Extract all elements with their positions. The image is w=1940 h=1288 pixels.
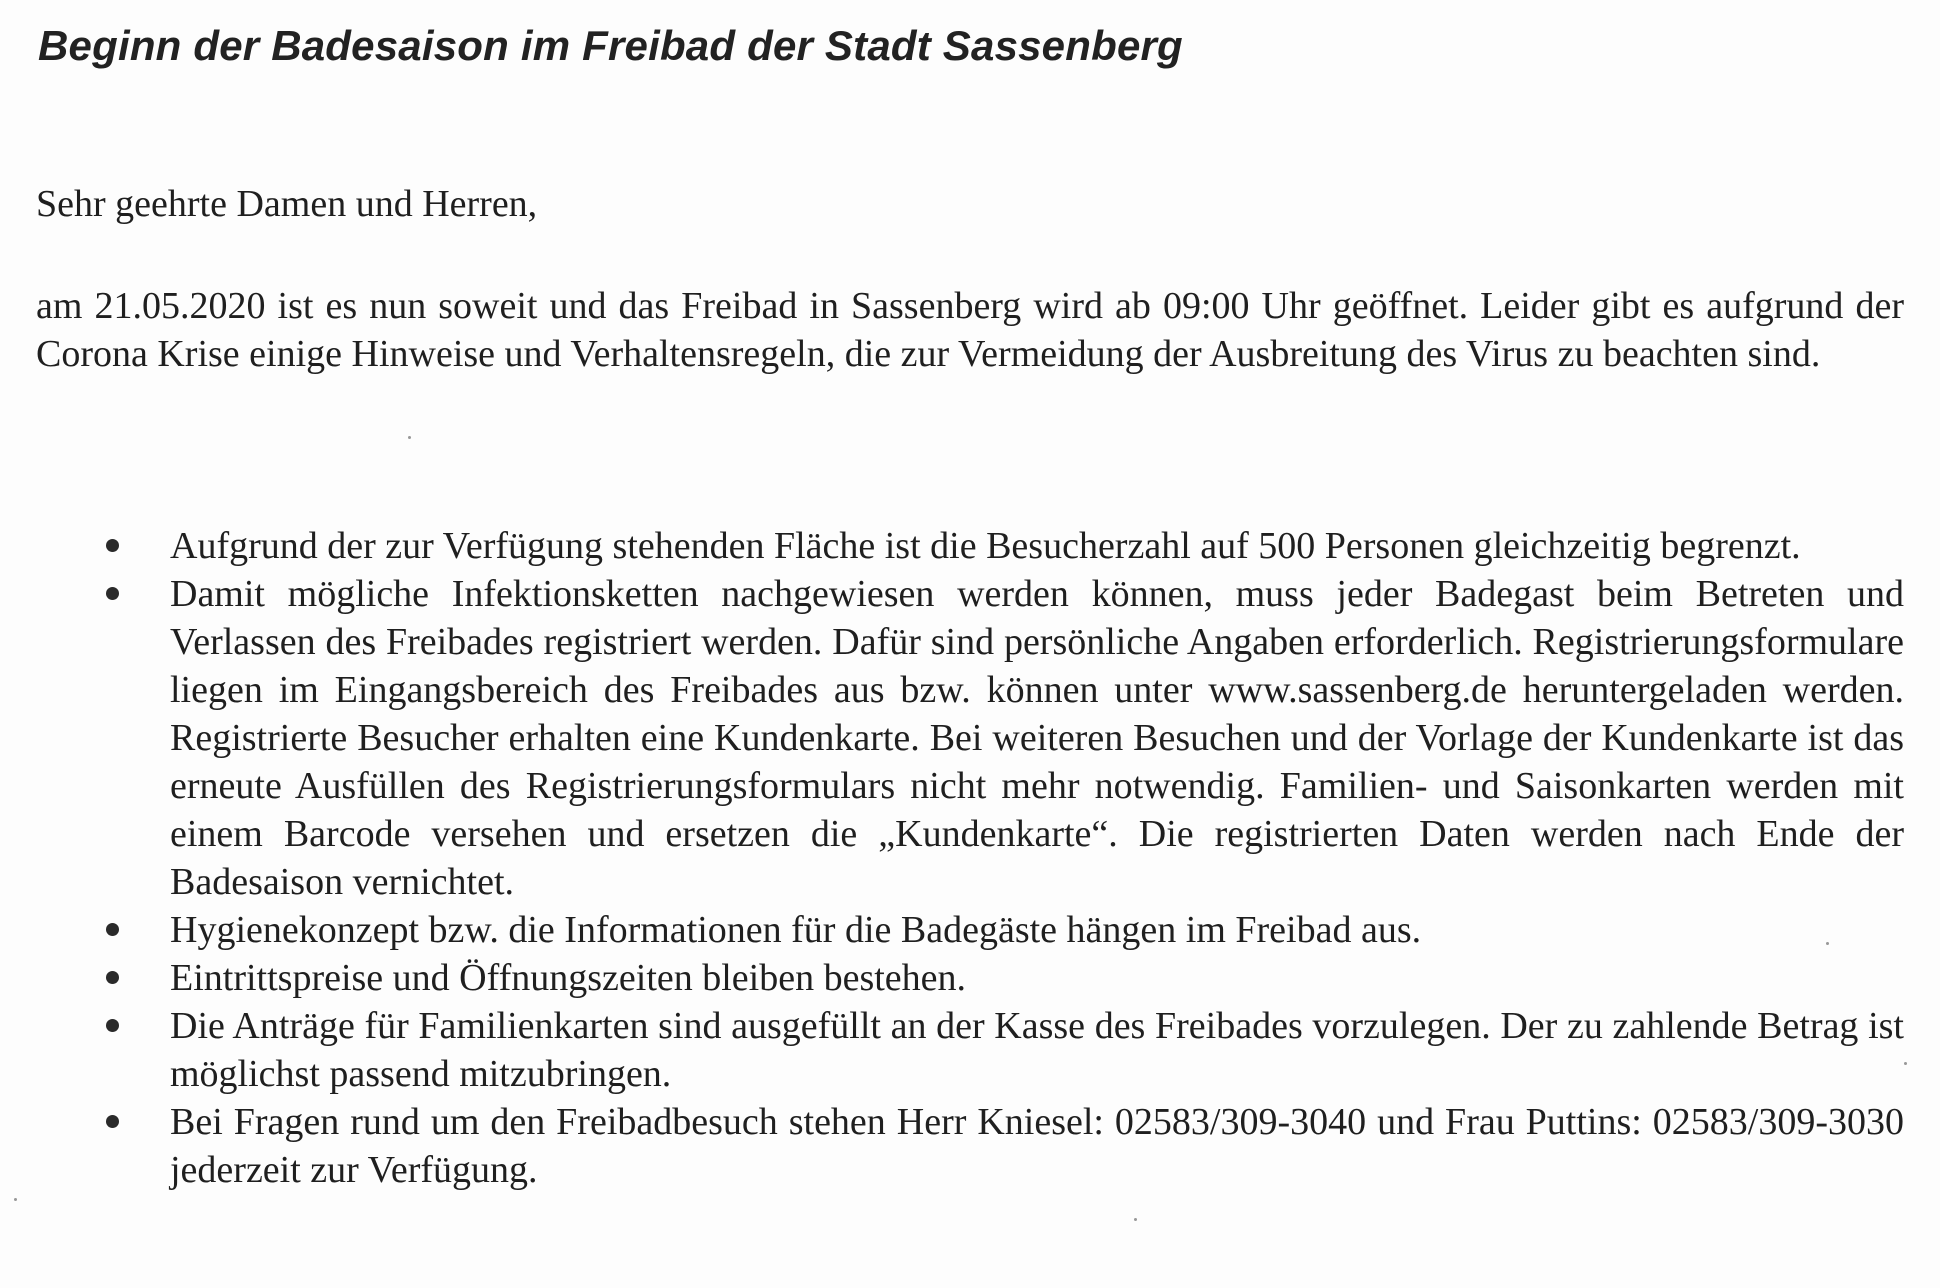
list-item-text: Damit mögliche Infektionsketten nachgewiesen werden können, muss jeder Badegast beim Betreten und Verlassen des Freibades registriert werden. Dafür sind persönliche Angaben erforderlich. Registrierungsformulare liegen im Eingangsbereich des Freibades aus bzw. können unter www.sassenberg.de heruntergeladen werden. Registrierte Besucher erhalten eine Kundenkarte. Bei weiteren Besuchen und der Vorlage der Kundenkarte ist das erneute Ausfüllen des Registrierungsformulars nicht mehr notwendig. Familien- und Saisonkarten werden mit einem Barcode versehen und ersetzen die „Kundenkarte“. Die registrierten Daten werden nach Ende der Badesaison vernichtet. [170, 573, 1904, 903]
list-item-text: Aufgrund der zur Verfügung stehenden Fläche ist die Besucherzahl auf 500 Personen gleichzeitig begrenzt. [170, 525, 1801, 567]
list-item-text: Eintrittspreise und Öffnungszeiten bleiben bestehen. [170, 957, 967, 999]
scan-speck [14, 1198, 17, 1201]
list-item [36, 1098, 1904, 1194]
scan-speck [1134, 1218, 1137, 1221]
intro-paragraph: am 21.05.2020 ist es nun soweit und das Freibad in Sassenberg wird ab 09:00 Uhr geöffnet. Leider gibt es aufgrund der Corona Krise einige Hinweise und Verhaltensregeln, die zur Vermeidung der Ausbreitung des Virus zu beachten sind. [36, 285, 1904, 375]
list-item [36, 1002, 1904, 1098]
bullet-icon [106, 1019, 119, 1032]
bullet-icon [106, 971, 119, 984]
list-item-text: Die Anträge für Familienkarten sind ausgefüllt an der Kasse des Freibades vorzulegen. Der zu zahlende Betrag ist möglichst passend mitzubringen. [170, 1005, 1904, 1095]
bullet-list [36, 522, 1904, 1194]
list-item-text: Hygienekonzept bzw. die Informationen für die Badegäste hängen im Freibad aus. [170, 909, 1422, 951]
salutation: Sehr geehrte Damen und Herren, [36, 183, 538, 225]
scan-speck [1904, 1062, 1907, 1065]
list-item [36, 954, 1904, 1002]
bullet-icon [106, 923, 119, 936]
bullet-icon [106, 587, 119, 600]
list-item [36, 570, 1904, 906]
document-title: Beginn der Badesaison im Freibad der Stadt Sassenberg [38, 22, 1183, 69]
bullet-icon [106, 539, 119, 552]
scan-speck [408, 436, 411, 439]
list-item [36, 906, 1904, 954]
list-item [36, 522, 1904, 570]
scan-speck [1826, 942, 1829, 945]
list-item-text: Bei Fragen rund um den Freibadbesuch stehen Herr Kniesel: 02583/309-3040 und Frau Puttins: 02583/309-3030 jederzeit zur Verfügung. [170, 1101, 1904, 1191]
bullet-icon [106, 1115, 119, 1128]
